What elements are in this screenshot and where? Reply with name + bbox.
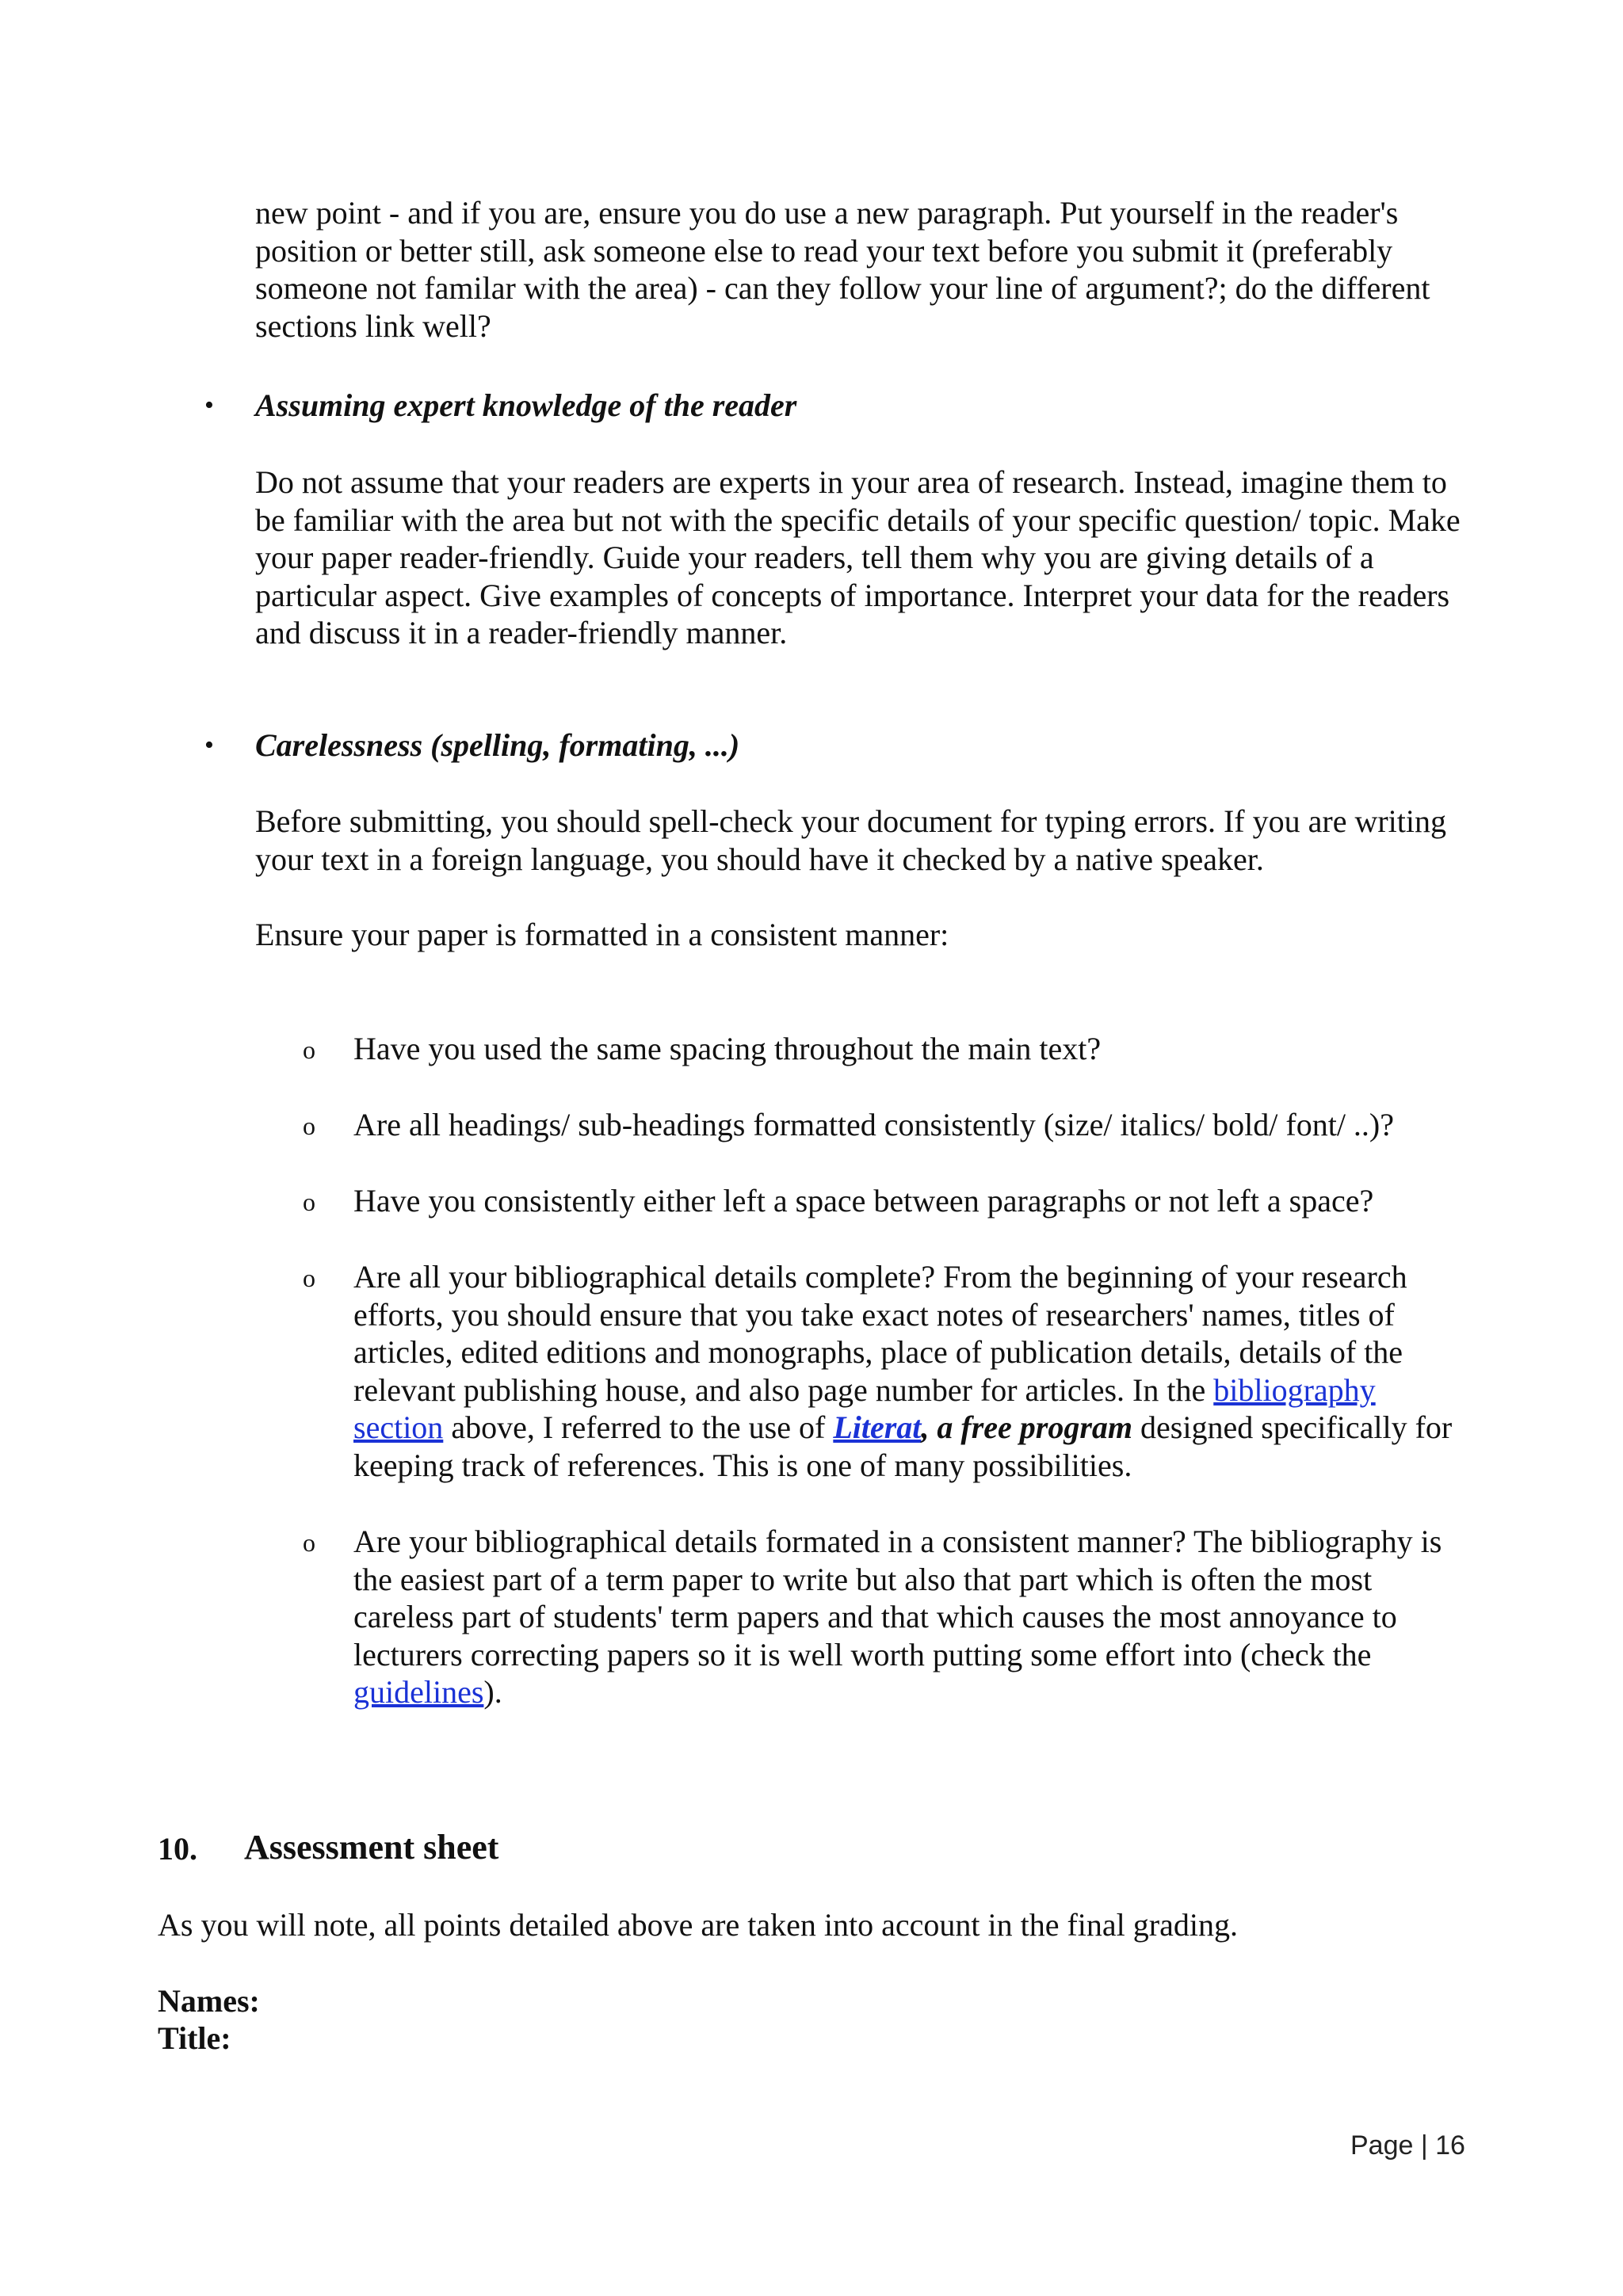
bibliography-complete-end: designed specifically for keeping track of references. This is one of many possibilities. [353, 1409, 1453, 1483]
spell-check-paragraph: Before submitting, you should spell-check your document for typing errors. If you are writing your text in a foreign language, you should have it checked by a native speaker. [255, 803, 1446, 877]
bibliography-complete-text: Are all your bibliographical details complete? From the beginning of your research efforts, you should ensure that you take exact notes of researchers' names, titles of articles, edited editions and monographs, place of publication details, details of the relevant publishing house, and also page number for articles. In the [353, 1259, 1407, 1408]
bibliography-complete-mid: above, I referred to the use of [443, 1409, 834, 1445]
intro-continued-paragraph: new point - and if you are, ensure you do use a new paragraph. Put yourself in the reader's position or better still, ask someone else to read your text before you submit it (preferably someone not familar with the area) - can they follow your line of argument?; do the different sections link well? [255, 195, 1430, 344]
carelessness-heading: Carelessness (spelling, formating, ...) [255, 727, 740, 763]
paragraphs-item: Have you consistently either left a space between paragraphs or not left a space? [353, 1183, 1374, 1219]
bibliography-complete-item [353, 1258, 1471, 1484]
names-label: Names: [158, 1983, 260, 2019]
sub-bullet-marker: o [303, 1035, 315, 1064]
page-number: Page | 16 [1350, 2130, 1465, 2161]
literat-link[interactable]: Literat [833, 1409, 922, 1445]
sub-bullet-marker: o [303, 1264, 315, 1292]
title-label: Title: [158, 2020, 231, 2056]
bibliography-section-link[interactable]: bibliography section [353, 1371, 1376, 1445]
bullet-marker: • [204, 730, 214, 760]
section-number: 10. [158, 1831, 197, 1867]
format-intro-paragraph: Ensure your paper is formatted in a consistent manner: [255, 917, 949, 952]
bibliography-consistent-end: ). [483, 1674, 502, 1710]
sub-bullet-marker: o [303, 1528, 315, 1557]
bibliography-consistent-text: Are your bibliographical details formated in a consistent manner? The bibliography is the easiest part of a term paper to write but also that part which is often the most careless part of students' term papers and that which causes the most annoyance to lecturers correcting papers so it is well worth putting some effort into (check the [353, 1524, 1442, 1672]
expert-knowledge-paragraph: Do not assume that your readers are experts in your area of research. Instead, imagine them to be familiar with the area but not with the specific details of your specific question/ topic. Make your paper reader-friendly. Guide your readers, tell them why you are giving details of a particular aspect. Give examples of concepts of importance. Interpret your data for the readers and discuss it in a reader-friendly manner. [255, 464, 1461, 650]
sub-bullet-marker: o [303, 1112, 315, 1140]
section-title: Assessment sheet [244, 1828, 499, 1867]
spacing-item: Have you used the same spacing throughout the main text? [353, 1031, 1102, 1066]
sub-bullet-marker: o [303, 1188, 315, 1216]
headings-item: Are all headings/ sub-headings formatted consistently (size/ italics/ bold/ font/ ..)? [353, 1107, 1395, 1142]
guidelines-link[interactable]: guidelines [353, 1674, 484, 1710]
expert-knowledge-heading: Assuming expert knowledge of the reader [255, 387, 797, 423]
bibliography-consistent-item [353, 1523, 1471, 1711]
free-program-label: , a free program [921, 1409, 1133, 1445]
assessment-paragraph: As you will note, all points detailed above are taken into account in the final grading. [158, 1907, 1238, 1943]
bullet-marker: • [204, 391, 214, 420]
